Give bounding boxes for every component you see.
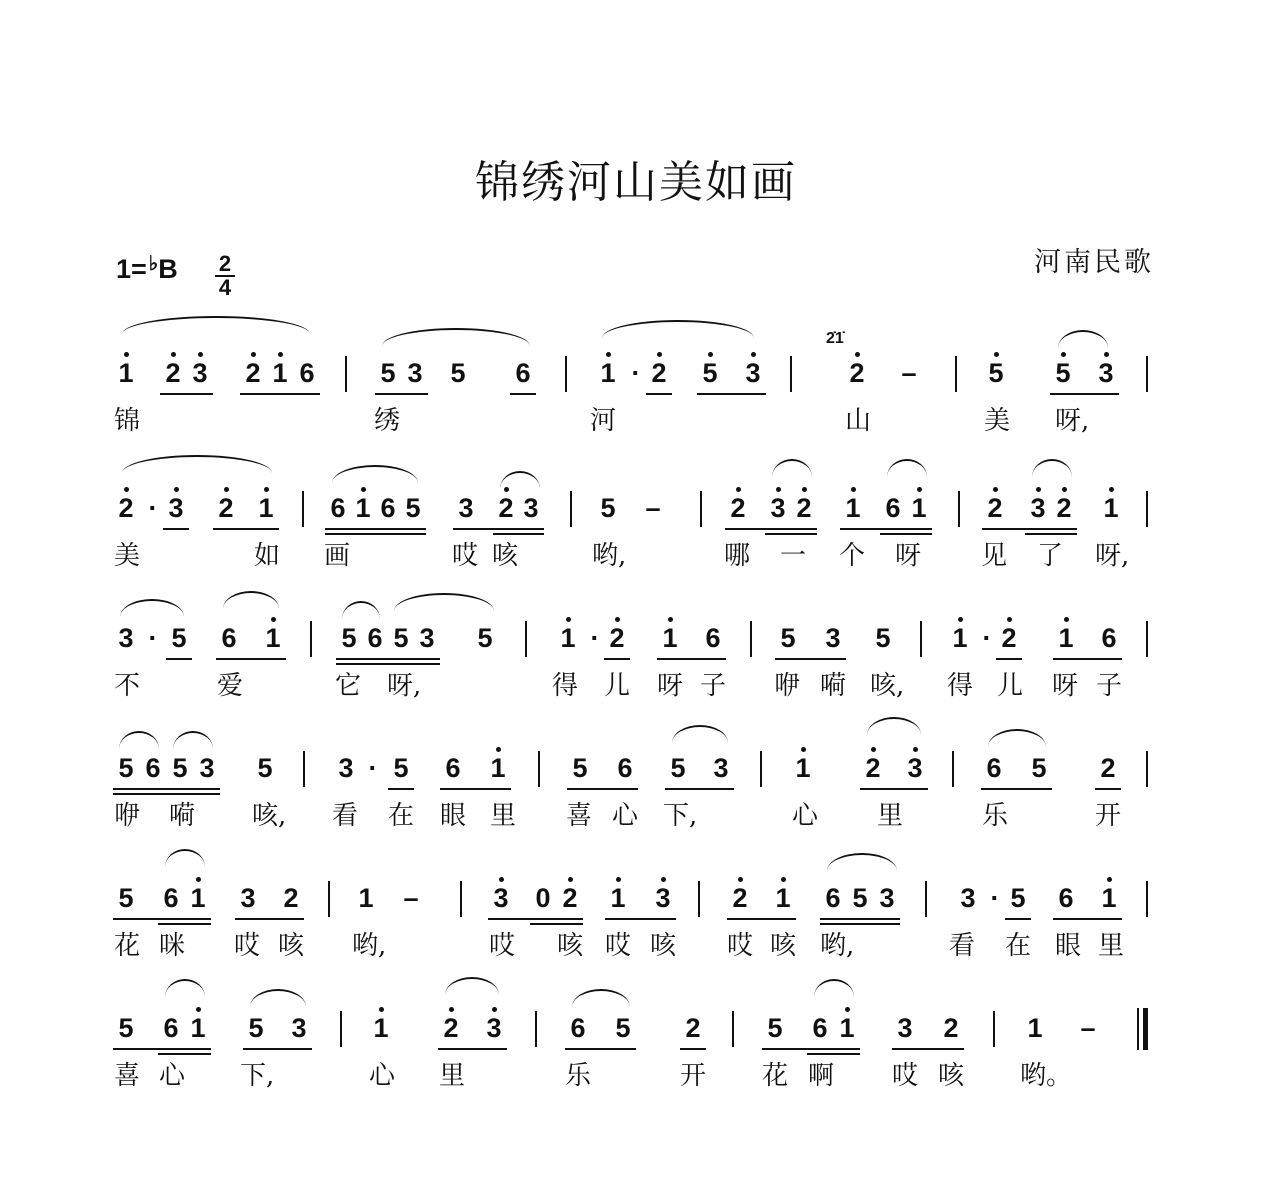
lyric: 咳 <box>937 1061 964 1091</box>
lyric: 呀 <box>656 671 683 701</box>
lyric: 嗬 <box>819 671 846 701</box>
lyric: 哎 <box>726 931 753 961</box>
note: 5 <box>615 1013 631 1043</box>
note: 5 <box>697 358 723 388</box>
lyric: 哟, <box>592 541 627 571</box>
note: 2 <box>557 883 583 913</box>
lyric: 心 <box>611 801 638 831</box>
note: 2 <box>646 358 672 388</box>
note: 2 <box>283 883 299 913</box>
note: 3 <box>338 753 354 783</box>
score-line-5 <box>110 855 1166 985</box>
note: 3 <box>1093 358 1119 388</box>
note: 6 <box>1058 883 1074 913</box>
note: 3 <box>419 623 435 653</box>
note: 3 <box>765 493 791 523</box>
lyric: 在 <box>1004 931 1031 961</box>
lyric: 哎 <box>233 931 260 961</box>
lyric: 咳 <box>649 931 676 961</box>
note: 3 <box>407 358 423 388</box>
note: 5 <box>450 358 466 388</box>
lyric: 不 <box>113 671 140 701</box>
note: · <box>368 753 378 783</box>
lyric: 眼 <box>1054 931 1081 961</box>
lyric: 咳 <box>277 931 304 961</box>
lyric: 里 <box>489 801 516 831</box>
note: 2 <box>943 1013 959 1043</box>
note: 1 <box>790 753 816 783</box>
note: 6 <box>163 1013 179 1043</box>
note: 5 <box>1010 883 1026 913</box>
note: 2 <box>240 358 266 388</box>
lyric: 咳 <box>491 541 518 571</box>
note: 3 <box>291 1013 307 1043</box>
lyric: 咳 <box>556 931 583 961</box>
score-line-3 <box>110 595 1166 725</box>
lyric: 开 <box>1094 801 1121 831</box>
lyric: 咳 <box>769 931 796 961</box>
lyric: 了 <box>1036 541 1063 571</box>
note: 6 <box>705 623 721 653</box>
note: 3 <box>481 1013 507 1043</box>
lyric: 个 <box>838 541 865 571</box>
note: 1 <box>485 753 511 783</box>
note: 5 <box>875 623 891 653</box>
note: 5 <box>983 358 1009 388</box>
note: 3 <box>488 883 514 913</box>
lyric: 喜 <box>565 801 592 831</box>
note: 2 <box>604 623 630 653</box>
meter-bottom: 4 <box>218 275 232 300</box>
note: 5 <box>118 1013 134 1043</box>
lyric: 在 <box>387 801 414 831</box>
note: 1 <box>595 358 621 388</box>
note: 5 <box>257 753 273 783</box>
note: 2 <box>1100 753 1116 783</box>
note: 1 <box>770 883 796 913</box>
lyric: 咳, <box>252 801 287 831</box>
lyric: 绣 <box>373 406 400 436</box>
lyric: 呀 <box>894 541 921 571</box>
note: 0 <box>535 883 551 913</box>
note: 5 <box>380 358 396 388</box>
lyric: 美 <box>113 541 140 571</box>
note: 2 <box>493 493 519 523</box>
note: 3 <box>523 493 539 523</box>
note: 5 <box>780 623 796 653</box>
note: 1 <box>657 623 683 653</box>
note: 1 <box>253 493 279 523</box>
note: 3 <box>879 883 895 913</box>
note: 2 <box>685 1013 701 1043</box>
note: 3 <box>902 753 928 783</box>
key-note: B <box>158 254 178 284</box>
lyric: 哎 <box>891 1061 918 1091</box>
score-line-6 <box>110 985 1166 1115</box>
lyric: 下, <box>663 801 698 831</box>
note: 1 <box>185 883 211 913</box>
note: 3 <box>199 753 215 783</box>
note: 1 <box>605 883 631 913</box>
note: 3 <box>458 493 474 523</box>
lyric: 咿 <box>113 801 140 831</box>
note: 5 <box>1031 753 1047 783</box>
lyric: 哟。 <box>1020 1061 1073 1091</box>
note: 1 <box>260 623 286 653</box>
lyric: 哟, <box>352 931 387 961</box>
lyric: 一 <box>779 541 806 571</box>
lyric: 得 <box>946 671 973 701</box>
note: 1 <box>840 493 866 523</box>
note: 6 <box>825 883 841 913</box>
lyric: 花 <box>761 1061 788 1091</box>
note: 3 <box>118 623 134 653</box>
note: 5 <box>118 753 134 783</box>
score-line-4 <box>110 725 1166 855</box>
lyric: 儿 <box>996 671 1023 701</box>
note: 5 <box>171 623 187 653</box>
note: 5 <box>172 753 188 783</box>
lyric: 看 <box>331 801 358 831</box>
grace-note: 2̇1̇ <box>826 330 844 347</box>
note: 6 <box>445 753 461 783</box>
note: 5 <box>405 493 421 523</box>
note: 3 <box>713 753 729 783</box>
note: 5 <box>118 883 134 913</box>
note: 2 <box>791 493 817 523</box>
note: 3 <box>650 883 676 913</box>
note: – <box>1080 1013 1096 1043</box>
lyric: 嗬 <box>168 801 195 831</box>
note: 6 <box>367 623 383 653</box>
note: 5 <box>248 1013 264 1043</box>
lyric: 如 <box>253 541 280 571</box>
lyric: 心 <box>368 1061 395 1091</box>
lyric: 儿 <box>603 671 630 701</box>
note: · <box>631 358 641 388</box>
note: 1 <box>113 358 139 388</box>
note: 3 <box>240 883 256 913</box>
lyric: 里 <box>438 1061 465 1091</box>
note: – <box>901 358 917 388</box>
note: – <box>645 493 661 523</box>
note: 3 <box>163 493 189 523</box>
note: 2 <box>982 493 1008 523</box>
lyric: 呀, <box>387 671 422 701</box>
lyric: 呀, <box>1055 406 1090 436</box>
note: 5 <box>393 753 409 783</box>
lyric: 山 <box>844 406 871 436</box>
note: 2 <box>438 1013 464 1043</box>
lyric: 锦 <box>113 406 140 436</box>
lyric: 咳, <box>870 671 905 701</box>
note: 1 <box>350 493 376 523</box>
note: 6 <box>145 753 161 783</box>
flat-symbol: ♭ <box>148 253 159 275</box>
note: 6 <box>617 753 633 783</box>
lyric: 咪 <box>158 931 185 961</box>
lyric: 哎 <box>451 541 478 571</box>
lyric: 开 <box>679 1061 706 1091</box>
lyric: 心 <box>791 801 818 831</box>
note: 6 <box>221 623 237 653</box>
note: 3 <box>825 623 841 653</box>
key-signature <box>116 254 178 285</box>
lyric: 乐 <box>564 1061 591 1091</box>
note: · <box>590 623 600 653</box>
note: 6 <box>1101 623 1117 653</box>
note: 6 <box>515 358 531 388</box>
note: 3 <box>960 883 976 913</box>
lyric: 乐 <box>981 801 1008 831</box>
note: 2 <box>727 883 753 913</box>
lyric: 看 <box>948 931 975 961</box>
lyric: 呀, <box>1095 541 1130 571</box>
lyric: 花 <box>113 931 140 961</box>
lyric: 画 <box>323 541 350 571</box>
lyric: 哎 <box>488 931 515 961</box>
note: 2 <box>996 623 1022 653</box>
lyric: 眼 <box>439 801 466 831</box>
lyric: 哎 <box>604 931 631 961</box>
lyric: 下, <box>240 1061 275 1091</box>
note: 2 <box>860 753 886 783</box>
note: 6 <box>380 493 396 523</box>
note: 3 <box>1025 493 1051 523</box>
note: 5 <box>600 493 616 523</box>
note: 6 <box>986 753 1002 783</box>
note: 5 <box>767 1013 783 1043</box>
note: 1 <box>1053 623 1079 653</box>
note: 5 <box>852 883 868 913</box>
note: · <box>148 623 158 653</box>
note: · <box>990 883 1000 913</box>
song-origin: 河南民歌 <box>1034 247 1154 278</box>
note: 1 <box>947 623 973 653</box>
note: 5 <box>1050 358 1076 388</box>
note: 1 <box>1096 883 1122 913</box>
note: 1 <box>1098 493 1124 523</box>
note: 5 <box>341 623 357 653</box>
lyric: 呀 <box>1051 671 1078 701</box>
lyric: 河 <box>589 406 616 436</box>
key-prefix: 1= <box>116 254 147 284</box>
note: – <box>403 883 419 913</box>
note: 1 <box>358 883 374 913</box>
note: 6 <box>885 493 901 523</box>
lyric: 哪 <box>723 541 750 571</box>
note: 1 <box>368 1013 394 1043</box>
note: 5 <box>393 623 409 653</box>
note: 2 <box>844 358 870 388</box>
time-signature <box>213 251 237 300</box>
note: 5 <box>670 753 686 783</box>
lyric: 里 <box>1097 931 1124 961</box>
lyric: 喜 <box>113 1061 140 1091</box>
lyric: 心 <box>158 1061 185 1091</box>
note: 6 <box>570 1013 586 1043</box>
note: 2 <box>725 493 751 523</box>
note: 1 <box>1027 1013 1043 1043</box>
note: 1 <box>834 1013 860 1043</box>
note: 1 <box>906 493 932 523</box>
meter-top: 2 <box>218 251 232 276</box>
score-line-1 <box>110 330 1166 460</box>
note: · <box>982 623 992 653</box>
note: 3 <box>897 1013 913 1043</box>
note: 3 <box>187 358 213 388</box>
note: 5 <box>572 753 588 783</box>
lyric: 啊 <box>807 1061 834 1091</box>
note: · <box>148 493 158 523</box>
song-title: 锦绣河山美如画 <box>475 157 797 208</box>
lyric: 得 <box>551 671 578 701</box>
note: 6 <box>299 358 315 388</box>
lyric: 它 <box>334 671 361 701</box>
lyric: 里 <box>876 801 903 831</box>
note: 6 <box>330 493 346 523</box>
lyric: 哟, <box>820 931 855 961</box>
lyric: 子 <box>1095 671 1122 701</box>
note: 1 <box>185 1013 211 1043</box>
note: 2 <box>213 493 239 523</box>
note: 1 <box>555 623 581 653</box>
lyric: 美 <box>983 406 1010 436</box>
lyric: 见 <box>980 541 1007 571</box>
note: 2 <box>1051 493 1077 523</box>
lyric: 爱 <box>216 671 243 701</box>
score-line-2 <box>110 465 1166 595</box>
note: 3 <box>740 358 766 388</box>
note: 5 <box>477 623 493 653</box>
lyric: 子 <box>699 671 726 701</box>
note: 6 <box>163 883 179 913</box>
lyric: 咿 <box>773 671 800 701</box>
note: 2 <box>160 358 186 388</box>
note: 1 <box>267 358 293 388</box>
note: 6 <box>812 1013 828 1043</box>
note: 2 <box>113 493 139 523</box>
